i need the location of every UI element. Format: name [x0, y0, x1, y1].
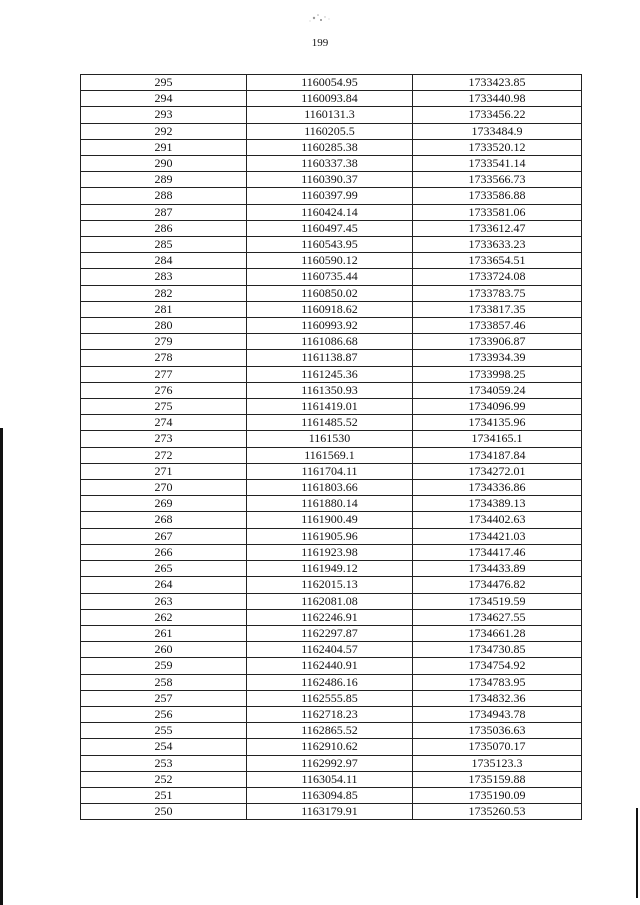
- table-row: [81, 755, 582, 771]
- x-coordinate-cell: 1162992.97: [247, 755, 413, 771]
- y-coordinate-cell: 1734421.03: [413, 528, 582, 544]
- x-coordinate-cell: 1161949.12: [247, 561, 413, 577]
- y-coordinate-cell: 1733724.08: [413, 269, 582, 285]
- point-number-cell: 280: [81, 318, 247, 334]
- table-row: [81, 350, 582, 366]
- x-coordinate-cell: 1160131.3: [247, 107, 413, 123]
- point-number-cell: 269: [81, 496, 247, 512]
- table-row: [81, 447, 582, 463]
- point-number-cell: 285: [81, 237, 247, 253]
- table-row: [81, 561, 582, 577]
- x-coordinate-cell: 1161530: [247, 431, 413, 447]
- point-number-cell: 288: [81, 188, 247, 204]
- point-number-cell: 263: [81, 593, 247, 609]
- table-row: [81, 625, 582, 641]
- y-coordinate-cell: 1734730.85: [413, 642, 582, 658]
- table-row: [81, 804, 582, 820]
- table-row: [81, 690, 582, 706]
- point-number-cell: 266: [81, 544, 247, 560]
- x-coordinate-cell: 1162015.13: [247, 577, 413, 593]
- point-number-cell: 252: [81, 771, 247, 787]
- y-coordinate-cell: 1734059.24: [413, 382, 582, 398]
- point-number-cell: 272: [81, 447, 247, 463]
- table-row: [81, 75, 582, 91]
- point-number-cell: 274: [81, 415, 247, 431]
- y-coordinate-cell: 1735123.3: [413, 755, 582, 771]
- table-row: [81, 107, 582, 123]
- x-coordinate-cell: 1163094.85: [247, 787, 413, 803]
- table-row: [81, 285, 582, 301]
- point-number-cell: 279: [81, 334, 247, 350]
- y-coordinate-cell: 1733423.85: [413, 75, 582, 91]
- table-row: [81, 220, 582, 236]
- point-number-cell: 295: [81, 75, 247, 91]
- table-row: [81, 593, 582, 609]
- table-row: [81, 334, 582, 350]
- y-coordinate-cell: 1733998.25: [413, 366, 582, 382]
- table-row: [81, 674, 582, 690]
- point-number-cell: 253: [81, 755, 247, 771]
- y-coordinate-cell: 1734433.89: [413, 561, 582, 577]
- point-number-cell: 293: [81, 107, 247, 123]
- y-coordinate-cell: 1734627.55: [413, 609, 582, 625]
- x-coordinate-cell: 1160390.37: [247, 172, 413, 188]
- y-coordinate-cell: 1734402.63: [413, 512, 582, 528]
- x-coordinate-cell: 1160918.62: [247, 301, 413, 317]
- x-coordinate-cell: 1161485.52: [247, 415, 413, 431]
- table-row: [81, 528, 582, 544]
- x-coordinate-cell: 1161900.49: [247, 512, 413, 528]
- x-coordinate-cell: 1161245.36: [247, 366, 413, 382]
- point-number-cell: 294: [81, 91, 247, 107]
- y-coordinate-cell: 1733586.88: [413, 188, 582, 204]
- table-row: [81, 382, 582, 398]
- point-number-cell: 273: [81, 431, 247, 447]
- x-coordinate-cell: 1162404.57: [247, 642, 413, 658]
- table-row: [81, 123, 582, 139]
- point-number-cell: 278: [81, 350, 247, 366]
- scan-margin-bar-right: [636, 808, 638, 898]
- point-number-cell: 256: [81, 706, 247, 722]
- x-coordinate-cell: 1161905.96: [247, 528, 413, 544]
- y-coordinate-cell: 1733633.23: [413, 237, 582, 253]
- table-row: [81, 415, 582, 431]
- table-row: [81, 463, 582, 479]
- y-coordinate-cell: 1734519.59: [413, 593, 582, 609]
- x-coordinate-cell: 1161350.93: [247, 382, 413, 398]
- y-coordinate-cell: 1734389.13: [413, 496, 582, 512]
- x-coordinate-cell: 1161923.98: [247, 544, 413, 560]
- point-number-cell: 281: [81, 301, 247, 317]
- y-coordinate-cell: 1733612.47: [413, 220, 582, 236]
- y-coordinate-cell: 1733857.46: [413, 318, 582, 334]
- point-number-cell: 277: [81, 366, 247, 382]
- point-number-cell: 261: [81, 625, 247, 641]
- table-row: [81, 366, 582, 382]
- point-number-cell: 283: [81, 269, 247, 285]
- y-coordinate-cell: 1733783.75: [413, 285, 582, 301]
- x-coordinate-cell: 1160735.44: [247, 269, 413, 285]
- x-coordinate-cell: 1162865.52: [247, 723, 413, 739]
- table-row: [81, 544, 582, 560]
- point-number-cell: 292: [81, 123, 247, 139]
- y-coordinate-cell: 1734096.99: [413, 399, 582, 415]
- point-number-cell: 276: [81, 382, 247, 398]
- table-row: [81, 431, 582, 447]
- x-coordinate-cell: 1162555.85: [247, 690, 413, 706]
- y-coordinate-cell: 1734165.1: [413, 431, 582, 447]
- point-number-cell: 291: [81, 139, 247, 155]
- y-coordinate-cell: 1733817.35: [413, 301, 582, 317]
- y-coordinate-cell: 1734135.96: [413, 415, 582, 431]
- x-coordinate-cell: 1163179.91: [247, 804, 413, 820]
- table-row: [81, 91, 582, 107]
- x-coordinate-cell: 1161138.87: [247, 350, 413, 366]
- table-row: [81, 156, 582, 172]
- table-row: [81, 706, 582, 722]
- y-coordinate-cell: 1734661.28: [413, 625, 582, 641]
- point-number-cell: 287: [81, 204, 247, 220]
- table-row: [81, 771, 582, 787]
- y-coordinate-cell: 1735036.63: [413, 723, 582, 739]
- x-coordinate-cell: 1160397.99: [247, 188, 413, 204]
- x-coordinate-cell: 1160093.84: [247, 91, 413, 107]
- y-coordinate-cell: 1733581.06: [413, 204, 582, 220]
- y-coordinate-cell: 1733440.98: [413, 91, 582, 107]
- x-coordinate-cell: 1162440.91: [247, 658, 413, 674]
- point-number-cell: 265: [81, 561, 247, 577]
- x-coordinate-cell: 1161803.66: [247, 480, 413, 496]
- y-coordinate-cell: 1735190.09: [413, 787, 582, 803]
- x-coordinate-cell: 1160497.45: [247, 220, 413, 236]
- x-coordinate-cell: 1160054.95: [247, 75, 413, 91]
- x-coordinate-cell: 1161419.01: [247, 399, 413, 415]
- point-number-cell: 251: [81, 787, 247, 803]
- y-coordinate-cell: 1733934.39: [413, 350, 582, 366]
- x-coordinate-cell: 1160424.14: [247, 204, 413, 220]
- point-number-cell: 286: [81, 220, 247, 236]
- x-coordinate-cell: 1163054.11: [247, 771, 413, 787]
- scan-margin-bar-left: [0, 428, 3, 905]
- point-number-cell: 290: [81, 156, 247, 172]
- x-coordinate-cell: 1161569.1: [247, 447, 413, 463]
- table-row: [81, 253, 582, 269]
- x-coordinate-cell: 1160205.5: [247, 123, 413, 139]
- y-coordinate-cell: 1733566.73: [413, 172, 582, 188]
- y-coordinate-cell: 1734476.82: [413, 577, 582, 593]
- x-coordinate-cell: 1160850.02: [247, 285, 413, 301]
- point-number-cell: 259: [81, 658, 247, 674]
- point-number-cell: 289: [81, 172, 247, 188]
- table-row: [81, 739, 582, 755]
- table-row: [81, 723, 582, 739]
- x-coordinate-cell: 1160993.92: [247, 318, 413, 334]
- point-number-cell: 257: [81, 690, 247, 706]
- point-number-cell: 271: [81, 463, 247, 479]
- y-coordinate-cell: 1733520.12: [413, 139, 582, 155]
- table-row: [81, 318, 582, 334]
- point-number-cell: 250: [81, 804, 247, 820]
- coordinates-table-body: [81, 75, 582, 820]
- table-row: [81, 577, 582, 593]
- table-row: [81, 204, 582, 220]
- point-number-cell: 264: [81, 577, 247, 593]
- y-coordinate-cell: 1733906.87: [413, 334, 582, 350]
- x-coordinate-cell: 1160337.38: [247, 156, 413, 172]
- x-coordinate-cell: 1160285.38: [247, 139, 413, 155]
- table-row: [81, 787, 582, 803]
- table-row: [81, 496, 582, 512]
- scan-artifact-icon: [300, 8, 340, 28]
- table-row: [81, 188, 582, 204]
- y-coordinate-cell: 1733654.51: [413, 253, 582, 269]
- x-coordinate-cell: 1161704.11: [247, 463, 413, 479]
- point-number-cell: 258: [81, 674, 247, 690]
- y-coordinate-cell: 1734783.95: [413, 674, 582, 690]
- x-coordinate-cell: 1162246.91: [247, 609, 413, 625]
- point-number-cell: 268: [81, 512, 247, 528]
- y-coordinate-cell: 1734417.46: [413, 544, 582, 560]
- x-coordinate-cell: 1162910.62: [247, 739, 413, 755]
- table-row: [81, 480, 582, 496]
- table-row: [81, 301, 582, 317]
- y-coordinate-cell: 1733456.22: [413, 107, 582, 123]
- point-number-cell: 255: [81, 723, 247, 739]
- table-row: [81, 399, 582, 415]
- y-coordinate-cell: 1734943.78: [413, 706, 582, 722]
- y-coordinate-cell: 1733484.9: [413, 123, 582, 139]
- page-number: 199: [311, 37, 329, 49]
- y-coordinate-cell: 1733541.14: [413, 156, 582, 172]
- point-number-cell: 262: [81, 609, 247, 625]
- y-coordinate-cell: 1735159.88: [413, 771, 582, 787]
- coordinates-table: [80, 74, 582, 820]
- y-coordinate-cell: 1735070.17: [413, 739, 582, 755]
- y-coordinate-cell: 1734272.01: [413, 463, 582, 479]
- table-row: [81, 512, 582, 528]
- x-coordinate-cell: 1162486.16: [247, 674, 413, 690]
- y-coordinate-cell: 1735260.53: [413, 804, 582, 820]
- table-row: [81, 658, 582, 674]
- point-number-cell: 267: [81, 528, 247, 544]
- y-coordinate-cell: 1734187.84: [413, 447, 582, 463]
- x-coordinate-cell: 1161880.14: [247, 496, 413, 512]
- table-row: [81, 269, 582, 285]
- point-number-cell: 275: [81, 399, 247, 415]
- x-coordinate-cell: 1161086.68: [247, 334, 413, 350]
- y-coordinate-cell: 1734754.92: [413, 658, 582, 674]
- x-coordinate-cell: 1160543.95: [247, 237, 413, 253]
- y-coordinate-cell: 1734336.86: [413, 480, 582, 496]
- table-row: [81, 172, 582, 188]
- x-coordinate-cell: 1162081.08: [247, 593, 413, 609]
- y-coordinate-cell: 1734832.36: [413, 690, 582, 706]
- table-row: [81, 139, 582, 155]
- x-coordinate-cell: 1160590.12: [247, 253, 413, 269]
- table-row: [81, 237, 582, 253]
- x-coordinate-cell: 1162297.87: [247, 625, 413, 641]
- point-number-cell: 254: [81, 739, 247, 755]
- point-number-cell: 270: [81, 480, 247, 496]
- table-row: [81, 642, 582, 658]
- table-row: [81, 609, 582, 625]
- point-number-cell: 260: [81, 642, 247, 658]
- x-coordinate-cell: 1162718.23: [247, 706, 413, 722]
- point-number-cell: 282: [81, 285, 247, 301]
- point-number-cell: 284: [81, 253, 247, 269]
